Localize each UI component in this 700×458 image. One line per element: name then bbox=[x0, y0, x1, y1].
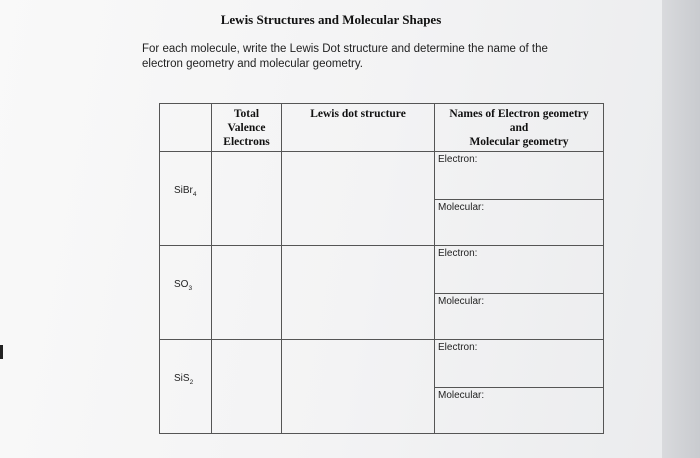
desk-background bbox=[662, 0, 700, 458]
header-geometry-names bbox=[435, 104, 604, 152]
instructions-line-1: For each molecule, write the Lewis Dot structure and determine the name of the bbox=[142, 43, 548, 55]
table-row bbox=[160, 152, 604, 246]
valence-answer-cell[interactable] bbox=[212, 340, 282, 434]
electron-geometry-field[interactable] bbox=[435, 152, 603, 200]
header-names-line-3: Molecular geometry bbox=[469, 136, 569, 148]
electron-label: Electron: bbox=[438, 248, 478, 259]
header-lewis-dot-label: Lewis dot structure bbox=[310, 108, 406, 120]
geometry-names-cell bbox=[435, 246, 604, 340]
electron-label: Electron: bbox=[438, 342, 478, 353]
electron-geometry-field[interactable] bbox=[435, 340, 603, 388]
molecular-geometry-field[interactable] bbox=[435, 200, 603, 213]
molecule-cell bbox=[160, 152, 212, 246]
lewis-answer-cell[interactable] bbox=[282, 246, 435, 340]
molecule-cell bbox=[160, 340, 212, 434]
lewis-answer-cell[interactable] bbox=[282, 340, 435, 434]
header-total-valence-line-2: Valence bbox=[227, 122, 266, 134]
molecular-geometry-field[interactable] bbox=[435, 294, 603, 307]
binder-mark bbox=[0, 345, 3, 359]
header-lewis-dot bbox=[282, 104, 435, 152]
molecular-label: Molecular: bbox=[438, 202, 485, 213]
valence-answer-cell[interactable] bbox=[212, 246, 282, 340]
molecule-formula: $SO_3$ bbox=[174, 279, 193, 292]
header-row bbox=[160, 104, 604, 152]
table-row bbox=[160, 340, 604, 434]
worksheet-table bbox=[159, 103, 604, 434]
molecule-cell bbox=[160, 246, 212, 340]
header-names-line-1: Names of Electron geometry bbox=[449, 108, 589, 120]
electron-geometry-field[interactable] bbox=[435, 246, 603, 294]
molecule-formula: SiS$_2$ bbox=[174, 373, 194, 386]
molecular-geometry-field[interactable] bbox=[435, 388, 603, 401]
header-total-valence-line-3: Electrons bbox=[223, 136, 270, 148]
molecule-formula: SiBr$_4$ bbox=[174, 185, 197, 198]
valence-answer-cell[interactable] bbox=[212, 152, 282, 246]
geometry-names-cell bbox=[435, 340, 604, 434]
header-names-line-2: and bbox=[509, 122, 529, 134]
header-total-valence bbox=[212, 104, 282, 152]
instructions-line-2: electron geometry and molecular geometry. bbox=[142, 58, 363, 70]
instructions bbox=[142, 42, 582, 72]
molecular-label: Molecular: bbox=[438, 296, 485, 307]
worksheet-title: Lewis Structures and Molecular Shapes bbox=[220, 12, 442, 27]
molecular-label: Molecular: bbox=[438, 390, 485, 401]
header-total-valence-line-1: Total bbox=[233, 108, 260, 120]
geometry-names-cell bbox=[435, 152, 604, 246]
lewis-answer-cell[interactable] bbox=[282, 152, 435, 246]
table-row bbox=[160, 246, 604, 340]
header-blank-cell bbox=[160, 104, 212, 152]
electron-label: Electron: bbox=[438, 154, 478, 165]
